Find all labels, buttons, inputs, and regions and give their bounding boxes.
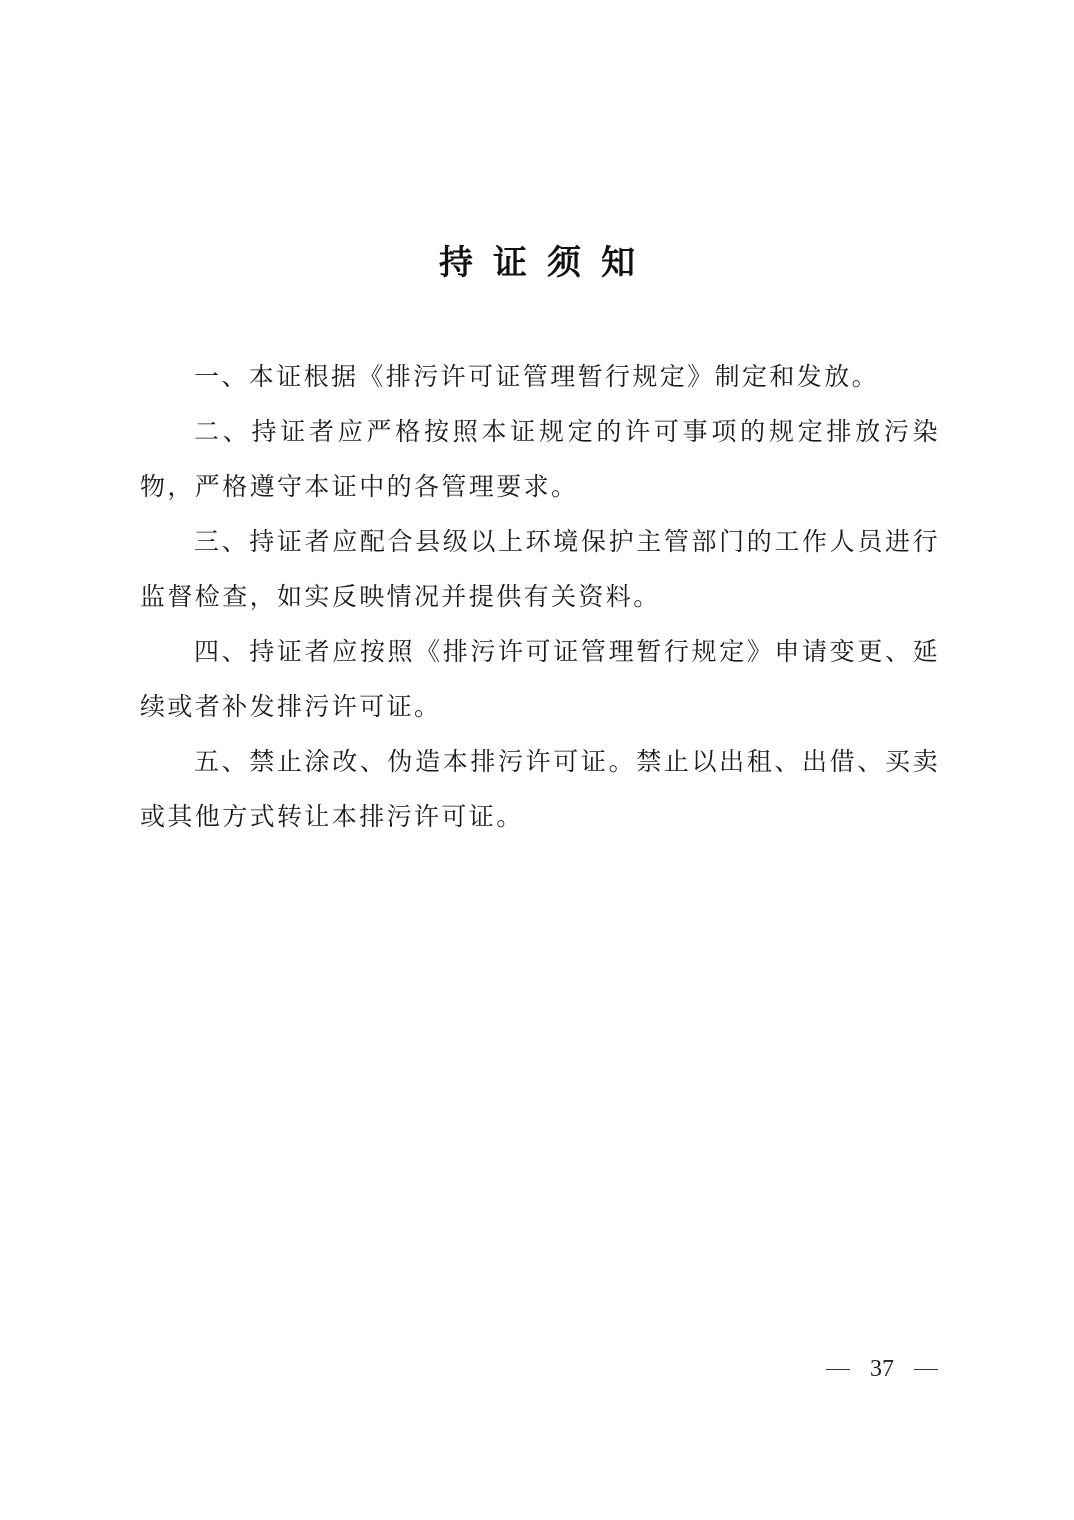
page-footer bbox=[826, 1352, 938, 1386]
notice-body bbox=[140, 349, 940, 844]
right-dash-divider bbox=[914, 1369, 938, 1370]
notice-paragraph-4: 四、持证者应按照《排污许可证管理暂行规定》申请变更、延续或者补发排污许可证。 bbox=[140, 637, 940, 721]
left-dash-divider bbox=[826, 1369, 850, 1370]
notice-paragraph-1: 一、本证根据《排污许可证管理暂行规定》制定和发放。 bbox=[194, 362, 880, 391]
notice-paragraph-3: 三、持证者应配合县级以上环境保护主管部门的工作人员进行监督检查，如实反映情况并提供有关资料。 bbox=[140, 527, 940, 611]
page-title: 持证须知 bbox=[439, 243, 655, 283]
notice-paragraph-2: 二、持证者应严格按照本证规定的许可事项的规定排放污染物，严格遵守本证中的各管理要求。 bbox=[140, 417, 940, 501]
page-number: 37 bbox=[870, 1355, 894, 1382]
notice-paragraph-5: 五、禁止涂改、伪造本排污许可证。禁止以出租、出借、买卖或其他方式转让本排污许可证。 bbox=[140, 747, 940, 831]
